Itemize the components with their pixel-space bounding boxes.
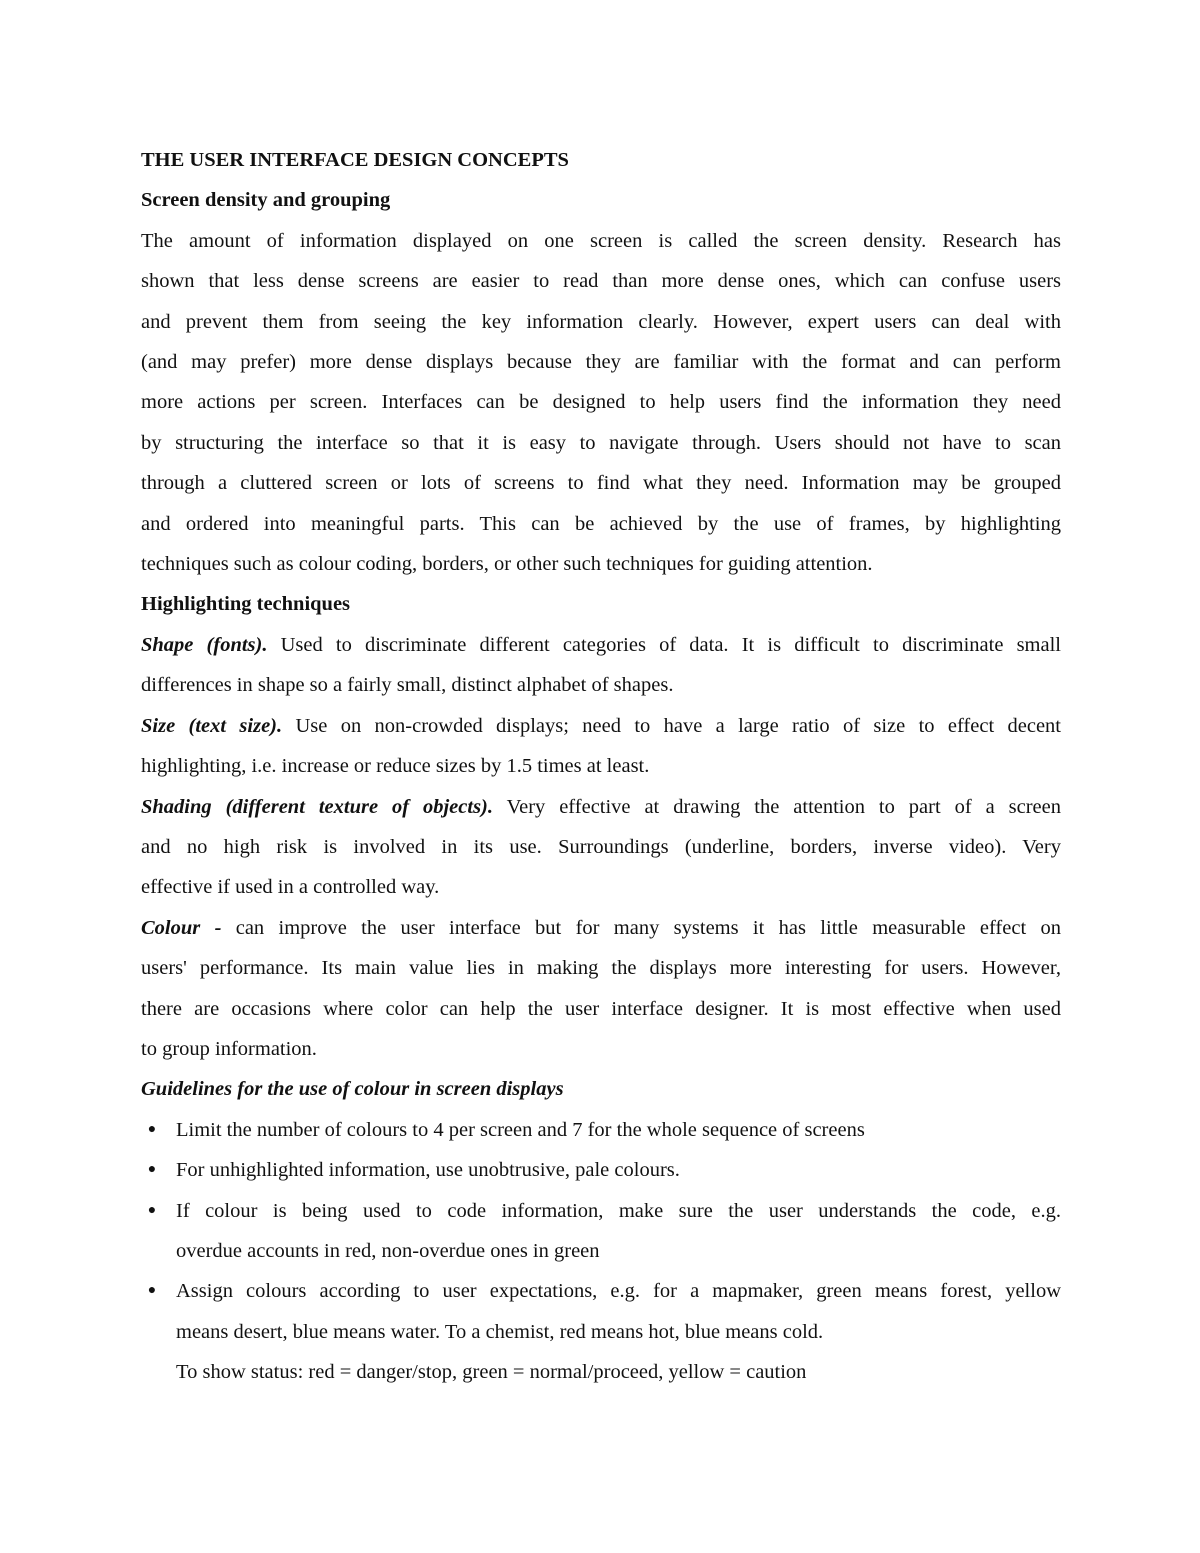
paragraph-line: through a cluttered screen or lots of screens to find what they need. Information may be grouped <box>141 472 1061 495</box>
status-colours-line: To show status: red = danger/stop, green = normal/proceed, yellow = caution <box>176 1361 807 1384</box>
list-item-line: overdue accounts in red, non-overdue ones in green <box>176 1239 600 1262</box>
paragraph-size <box>141 706 1061 787</box>
term-description: Used to discriminate different categories of data. It is difficult to discriminate small <box>267 633 1061 656</box>
term-description: Use on non-crowded displays; need to have a large ratio of size to effect decent <box>282 714 1061 737</box>
paragraph-line: users' performance. Its main value lies in making the displays more interesting for users. However, <box>141 957 1061 980</box>
list-item <box>141 1110 1061 1150</box>
term-description: can improve the user interface but for many systems it has little measurable effect on <box>221 916 1061 939</box>
bullet-icon: ● <box>147 1162 157 1178</box>
document-title: THE USER INTERFACE DESIGN CONCEPTS <box>141 149 569 171</box>
paragraph-line <box>141 625 1061 665</box>
paragraph-screen-density <box>141 221 1061 585</box>
paragraph-line: there are occasions where color can help the user interface designer. It is most effective when used <box>141 997 1061 1020</box>
paragraph-line: and no high risk is involved in its use. Surroundings (underline, borders, inverse video). Very <box>141 835 1061 858</box>
document-page <box>141 140 1061 1393</box>
paragraph-line <box>141 908 1061 948</box>
paragraph-shading <box>141 787 1061 908</box>
bullet-icon: ● <box>147 1283 157 1299</box>
section-heading-colour-guidelines: Guidelines for the use of colour in screen displays <box>141 1078 564 1101</box>
section-heading-screen-density: Screen density and grouping <box>141 189 391 212</box>
list-item-line: Assign colours according to user expectations, e.g. for a mapmaker, green means forest, yellow <box>176 1280 1061 1303</box>
paragraph-line: differences in shape so a fairly small, distinct alphabet of shapes. <box>141 674 674 697</box>
paragraph-line: highlighting, i.e. increase or reduce sizes by 1.5 times at least. <box>141 755 650 778</box>
bullet-icon: ● <box>147 1202 157 1218</box>
paragraph-line: and ordered into meaningful parts. This can be achieved by the use of frames, by highlighting <box>141 512 1061 535</box>
paragraph-line: The amount of information displayed on one screen is called the screen density. Research has <box>141 229 1061 252</box>
bullet-icon: ● <box>147 1121 157 1137</box>
paragraph-line: and prevent them from seeing the key information clearly. However, expert users can deal with <box>141 310 1061 333</box>
list-item-line: Limit the number of colours to 4 per screen and 7 for the whole sequence of screens <box>176 1118 865 1141</box>
paragraph-colour <box>141 908 1061 1070</box>
paragraph-shape <box>141 625 1061 706</box>
term-shading: Shading (different texture of objects). <box>141 795 494 818</box>
colour-guidelines-list <box>141 1110 1061 1352</box>
paragraph-line <box>141 787 1061 827</box>
paragraph-line: more actions per screen. Interfaces can be designed to help users find the information they need <box>141 391 1061 414</box>
paragraph-line: shown that less dense screens are easier to read than more dense ones, which can confuse users <box>141 270 1061 293</box>
term-description: Very effective at drawing the attention to part of a screen <box>493 795 1061 818</box>
list-item-line: If colour is being used to code information, make sure the user understands the code, e.g. <box>176 1199 1061 1222</box>
paragraph-line <box>141 706 1061 746</box>
paragraph-line: effective if used in a controlled way. <box>141 876 440 899</box>
paragraph-line: techniques such as colour coding, borders, or other such techniques for guiding attention. <box>141 553 873 576</box>
paragraph-line: by structuring the interface so that it is easy to navigate through. Users should not have to scan <box>141 431 1061 454</box>
list-item-line: For unhighlighted information, use unobtrusive, pale colours. <box>176 1159 680 1182</box>
section-heading-highlighting: Highlighting techniques <box>141 593 351 616</box>
paragraph-line: (and may prefer) more dense displays because they are familiar with the format and can perform <box>141 351 1061 374</box>
list-item <box>141 1191 1061 1272</box>
list-item-line: means desert, blue means water. To a chemist, red means hot, blue means cold. <box>176 1320 824 1343</box>
list-item <box>141 1150 1061 1190</box>
list-item <box>141 1271 1061 1352</box>
term-colour: Colour - <box>141 916 222 939</box>
term-shape: Shape (fonts). <box>141 633 268 656</box>
paragraph-line: to group information. <box>141 1037 317 1060</box>
term-size: Size (text size). <box>141 714 283 737</box>
